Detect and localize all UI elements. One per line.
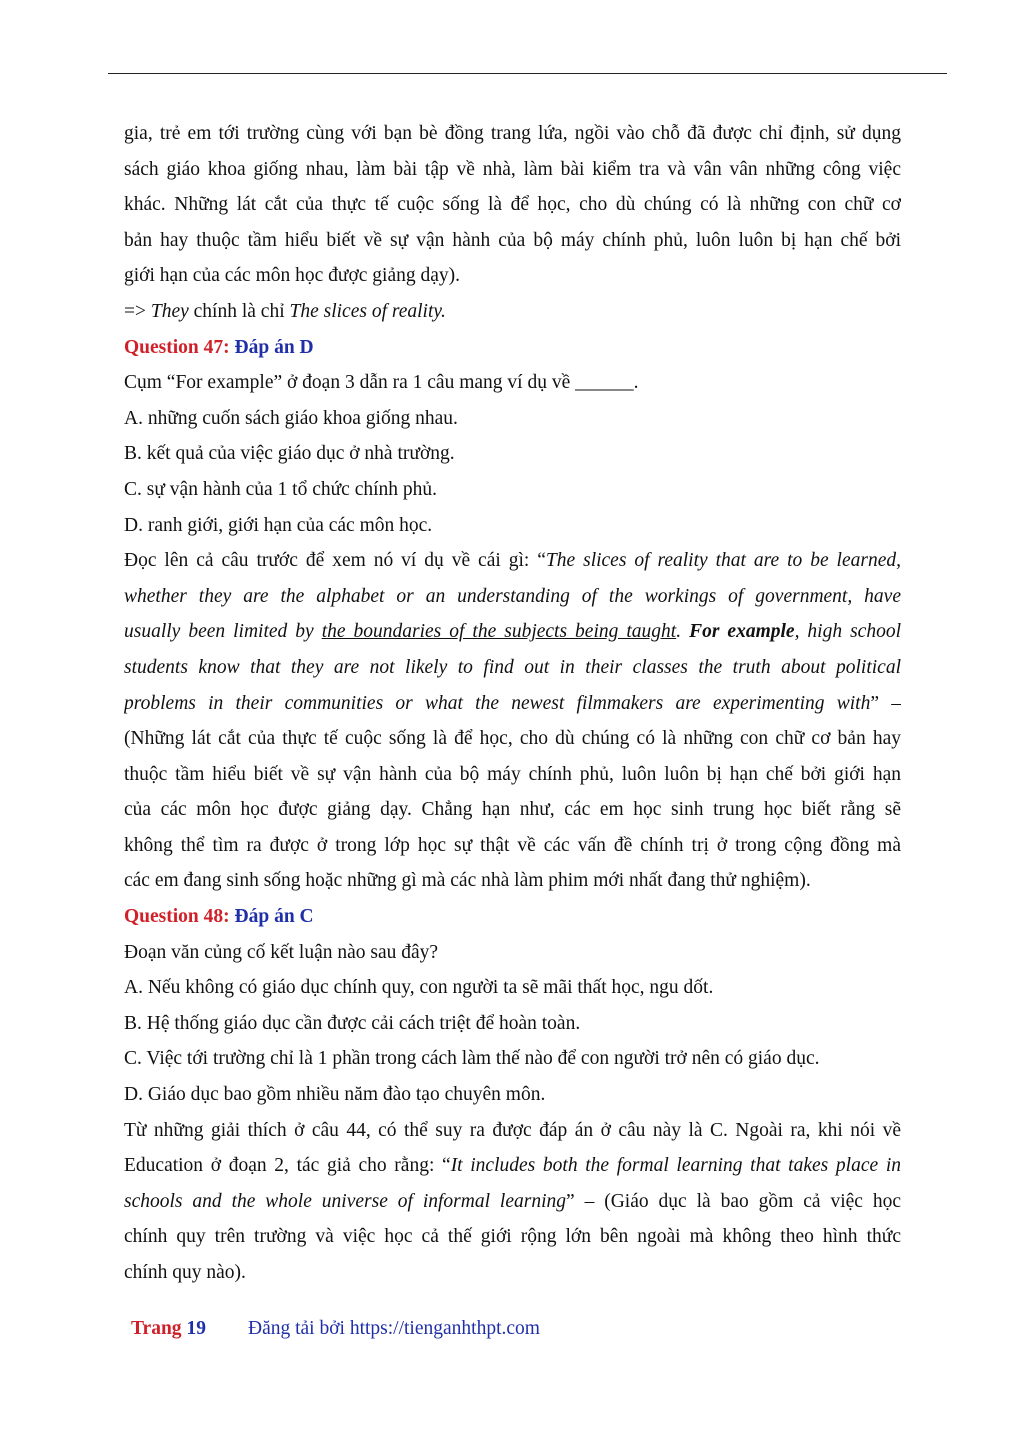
text-run: Đọc lên cả câu trước để xem nó ví dụ về cái gì: “ [124, 550, 546, 572]
question-heading [124, 330, 901, 366]
text-line [124, 579, 901, 615]
text-line [124, 187, 901, 223]
text-run: students know that they are not likely to find out in their classes the truth about political [124, 656, 901, 678]
text-run: B. Hệ thống giáo dục cần được cải cách triệt để hoàn toàn. [124, 1012, 581, 1034]
text-run: . [676, 621, 690, 643]
text-run: khác. Những lát cắt của thực tế cuộc sống là để học, cho dù chúng có là những con chữ cơ [124, 194, 901, 216]
text-run: gia, trẻ em tới trường cùng với bạn bè đồng trang lứa, ngồi vào chỗ đã được chỉ định, sử dụng [124, 123, 901, 144]
text-line [124, 1184, 901, 1220]
text-run: ” – [870, 692, 901, 714]
text-run: The slices of reality. [289, 300, 446, 322]
text-line [124, 686, 901, 722]
text-line [124, 863, 901, 899]
text-line [124, 757, 901, 793]
text-run: A. Nếu không có giáo dục chính quy, con người ta sẽ mãi thất học, ngu dốt. [124, 977, 714, 999]
text-line [124, 1113, 901, 1149]
text-run: A. những cuốn sách giáo khoa giống nhau. [124, 407, 458, 429]
text-run: Từ những giải thích ở câu 44, có thể suy ra được đáp án ở câu này là C. Ngoài ra, khi nói về [124, 1119, 901, 1141]
text-run: của các môn học được giảng dạy. Chẳng hạn như, các em học sinh trung học biết rằng sẽ [124, 799, 901, 821]
page-label: Trang [131, 1318, 187, 1339]
text-run: C. sự vận hành của 1 tổ chức chính phủ. [124, 478, 438, 500]
text-run: They [150, 300, 189, 322]
text-line [124, 472, 901, 508]
text-run: ” – (Giáo dục là bao gồm cả việc học [566, 1190, 901, 1212]
text-line [124, 116, 901, 152]
text-line [124, 614, 901, 650]
text-line [124, 721, 901, 757]
text-run: Cụm “For example” ở đoạn 3 dẫn ra 1 câu mang ví dụ về ______. [124, 372, 639, 394]
text-line [124, 365, 901, 401]
text-run: problems in their communities or what the newest filmmakers are experimenting with [124, 692, 871, 714]
text-line [124, 792, 901, 828]
text-line [124, 970, 901, 1006]
text-run: D. ranh giới, giới hạn của các môn học. [124, 514, 433, 536]
text-line [124, 1006, 901, 1042]
question-number: Question 48: [124, 906, 235, 928]
text-line [124, 223, 901, 259]
answer-key: Đáp án C [234, 906, 314, 928]
text-line [124, 1077, 901, 1113]
text-run: usually been limited by [124, 621, 322, 643]
text-line [124, 508, 901, 544]
text-run: C. Việc tới trường chỉ là 1 phần trong cách làm thế nào để con người trở nên có giáo dục. [124, 1048, 820, 1070]
text-run: The slices of reality that are to be learned, [545, 550, 901, 572]
text-run: không thể tìm ra được ở trong lớp học sự thật về các vấn đề chính trị ở trong cộng đồng mà [124, 834, 901, 856]
text-line [124, 1148, 901, 1184]
text-run: => [124, 300, 151, 322]
text-run: chính quy nào). [124, 1262, 246, 1283]
text-run: Education ở đoạn 2, tác giả cho rằng: “ [124, 1155, 451, 1177]
text-line [124, 650, 901, 686]
header-rule [108, 73, 947, 74]
text-run: whether they are the alphabet or an understanding of the workings of government, have [124, 585, 901, 607]
text-run: sách giáo khoa giống nhau, làm bài tập về nhà, làm bài kiểm tra và vân vân những công việc [124, 158, 901, 180]
text-run: schools and the whole universe of informal learning [124, 1190, 566, 1212]
text-run: giới hạn của các môn học được giảng dạy). [124, 265, 461, 287]
text-run: bản hay thuộc tầm hiểu biết về sự vận hành của bộ máy chính phủ, luôn luôn bị hạn chế bởi [124, 229, 901, 251]
text-line [124, 436, 901, 472]
text-line [124, 828, 901, 864]
text-line [124, 401, 901, 437]
text-run: , high school [794, 621, 901, 643]
text-line [124, 152, 901, 188]
text-line [124, 1255, 901, 1291]
answer-key: Đáp án D [234, 336, 314, 358]
page-footer [131, 1316, 540, 1342]
text-run: D. Giáo dục bao gồm nhiều năm đào tạo chuyên môn. [124, 1084, 546, 1106]
page-number: 19 [186, 1318, 206, 1339]
text-run: For example [689, 621, 795, 643]
text-run: thuộc tầm hiểu biết về sự vận hành của bộ máy chính phủ, luôn luôn bị hạn chế bởi giới hạn [124, 763, 901, 785]
text-line [124, 1041, 901, 1077]
text-run: the boundaries of the subjects being taught [321, 621, 677, 643]
text-run: các em đang sinh sống hoặc những gì mà các nhà làm phim mới nhất đang thử nghiệm). [124, 870, 811, 892]
document-body [124, 116, 901, 1291]
text-run: B. kết quả của việc giáo dục ở nhà trường. [124, 443, 455, 465]
text-run: Đoạn văn củng cố kết luận nào sau đây? [124, 941, 439, 963]
text-line [124, 1219, 901, 1255]
text-line [124, 935, 901, 971]
text-line [124, 294, 901, 330]
text-run: chính quy trên trường và việc học cả thế giới rộng lớn bên ngoài mà không theo hình thức [124, 1226, 901, 1248]
uploaded-by-link[interactable]: Đăng tải bởi https://tienganhthpt.com [248, 1318, 540, 1339]
question-number: Question 47: [124, 336, 235, 358]
text-run: (Những lát cắt của thực tế cuộc sống là để học, cho dù chúng có là những con chữ cơ bản hay [124, 728, 901, 750]
question-heading [124, 899, 901, 935]
text-run: chính là chỉ [188, 300, 290, 322]
text-line [124, 258, 901, 294]
text-line [124, 543, 901, 579]
text-run: It includes both the formal learning that takes place in [450, 1155, 901, 1177]
